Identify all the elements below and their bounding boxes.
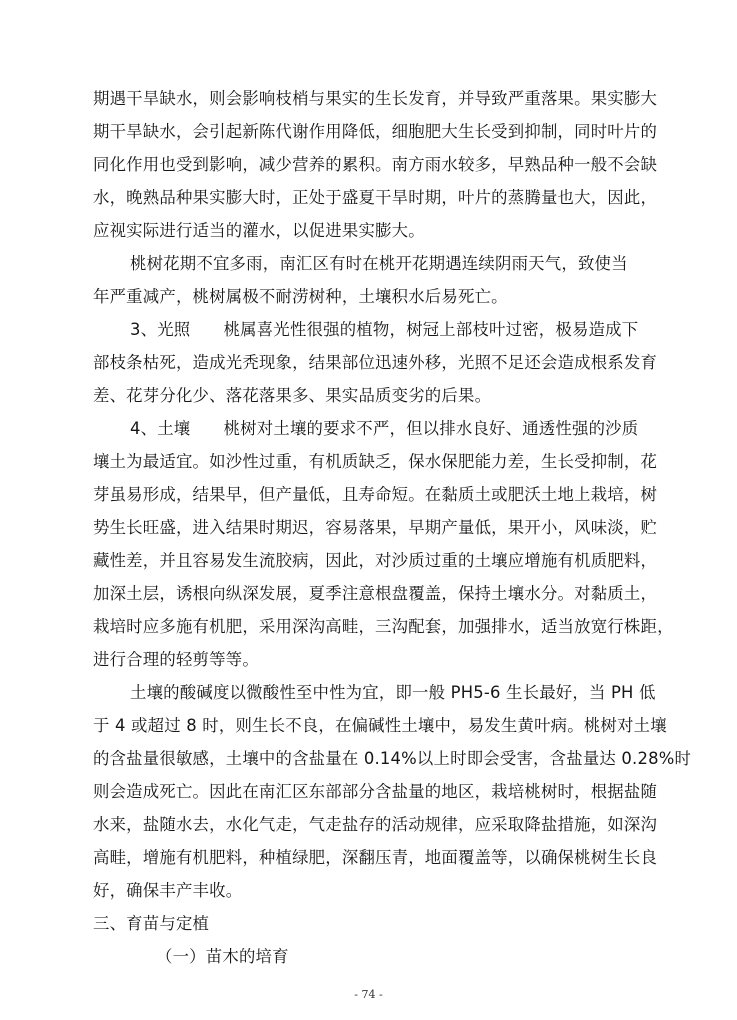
body-text-line: 应视实际进行适当的灌水，以促进果实膨大。 — [93, 221, 425, 240]
body-text-line: 藏性差，并且容易发生流胶病，因此，对沙质过重的土壤应增施有机质肥料， — [93, 551, 658, 570]
body-text-line: 栽培时应多施有机肥，采用深沟高畦，三沟配套，加强排水，适当放宽行株距， — [93, 617, 674, 636]
chapter-heading: 三、育苗与定植 — [93, 914, 210, 933]
body-text-line: 加深土层，诱根向纵深发展，夏季注意根盘覆盖，保持土壤水分。对黏质土， — [93, 584, 658, 603]
body-text-line: 差、花芽分化少、落花落果多、果实品质变劣的后果。 — [93, 386, 492, 405]
body-text-line: 桃树花期不宜多雨，南汇区有时在桃开花期遇连续阴雨天气，致使当 — [130, 254, 628, 273]
body-text-line: 期干旱缺水，会引起新陈代谢作用降低，细胞肥大生长受到抑制，同时叶片的 — [93, 122, 658, 141]
body-text-line: 同化作用也受到影响，减少营养的累积。南方雨水较多，早熟品种一般不会缺 — [93, 155, 658, 174]
body-text-line: 壤土为最适宜。如沙性过重，有机质缺乏，保水保肥能力差，生长受抑制，花 — [93, 452, 658, 471]
body-text-line: 的含盐量很敏感，土壤中的含盐量在 0.14%以上时即会受害，含盐量达 0.28%时 — [93, 749, 692, 768]
body-text-line: 年严重减产，桃树属极不耐涝树种，土壤积水后易死亡。 — [93, 287, 508, 306]
page-number: - 74 - — [354, 988, 383, 1001]
body-text-line: 势生长旺盛，进入结果时期迟，容易落果，早期产量低，果开小，风味淡，贮 — [93, 518, 658, 537]
body-text-line: 高畦，增施有机肥料，种植绿肥，深翻压青，地面覆盖等，以确保桃树生长良 — [93, 848, 658, 867]
body-text-line: 土壤的酸碱度以微酸性至中性为宜，即一般 PH5-6 生长最好，当 PH 低 — [130, 683, 656, 702]
body-text-line: 则会造成死亡。因此在南汇区东部部分含盐量的地区，栽培桃树时，根据盐随 — [93, 782, 658, 801]
body-text-line: 进行合理的轻剪等等。 — [93, 650, 259, 669]
body-text-line: 水来，盐随水去，水化气走，气走盐存的活动规律，应采取降盐措施，如深沟 — [93, 815, 658, 834]
body-text-line: 芽虽易形成，结果早，但产量低，且寿命短。在黏质土或肥沃土地上栽培，树 — [93, 485, 658, 504]
body-text-line: 部枝条枯死，造成光秃现象，结果部位迅速外移，光照不足还会造成根系发育 — [93, 353, 658, 372]
body-text-line: 水，晚熟品种果实膨大时，正处于盛夏干旱时期，叶片的蒸腾量也大，因此， — [93, 188, 658, 207]
subsection-heading: （一）苗木的培育 — [156, 947, 289, 966]
body-text-line: 期遇干旱缺水，则会影响枝梢与果实的生长发育，并导致严重落果。果实膨大 — [93, 89, 658, 108]
section-heading-light: 3、光照 桃属喜光性很强的植物，树冠上部枝叶过密，极易造成下 — [130, 320, 639, 339]
body-text-line: 好，确保丰产丰收。 — [93, 881, 243, 900]
body-text-line: 于 4 或超过 8 时，则生长不良，在偏碱性土壤中，易发生黄叶病。桃树对土壤 — [93, 716, 667, 735]
section-heading-soil: 4、土壤 桃树对土壤的要求不严，但以排水良好、通透性强的沙质 — [130, 419, 639, 438]
